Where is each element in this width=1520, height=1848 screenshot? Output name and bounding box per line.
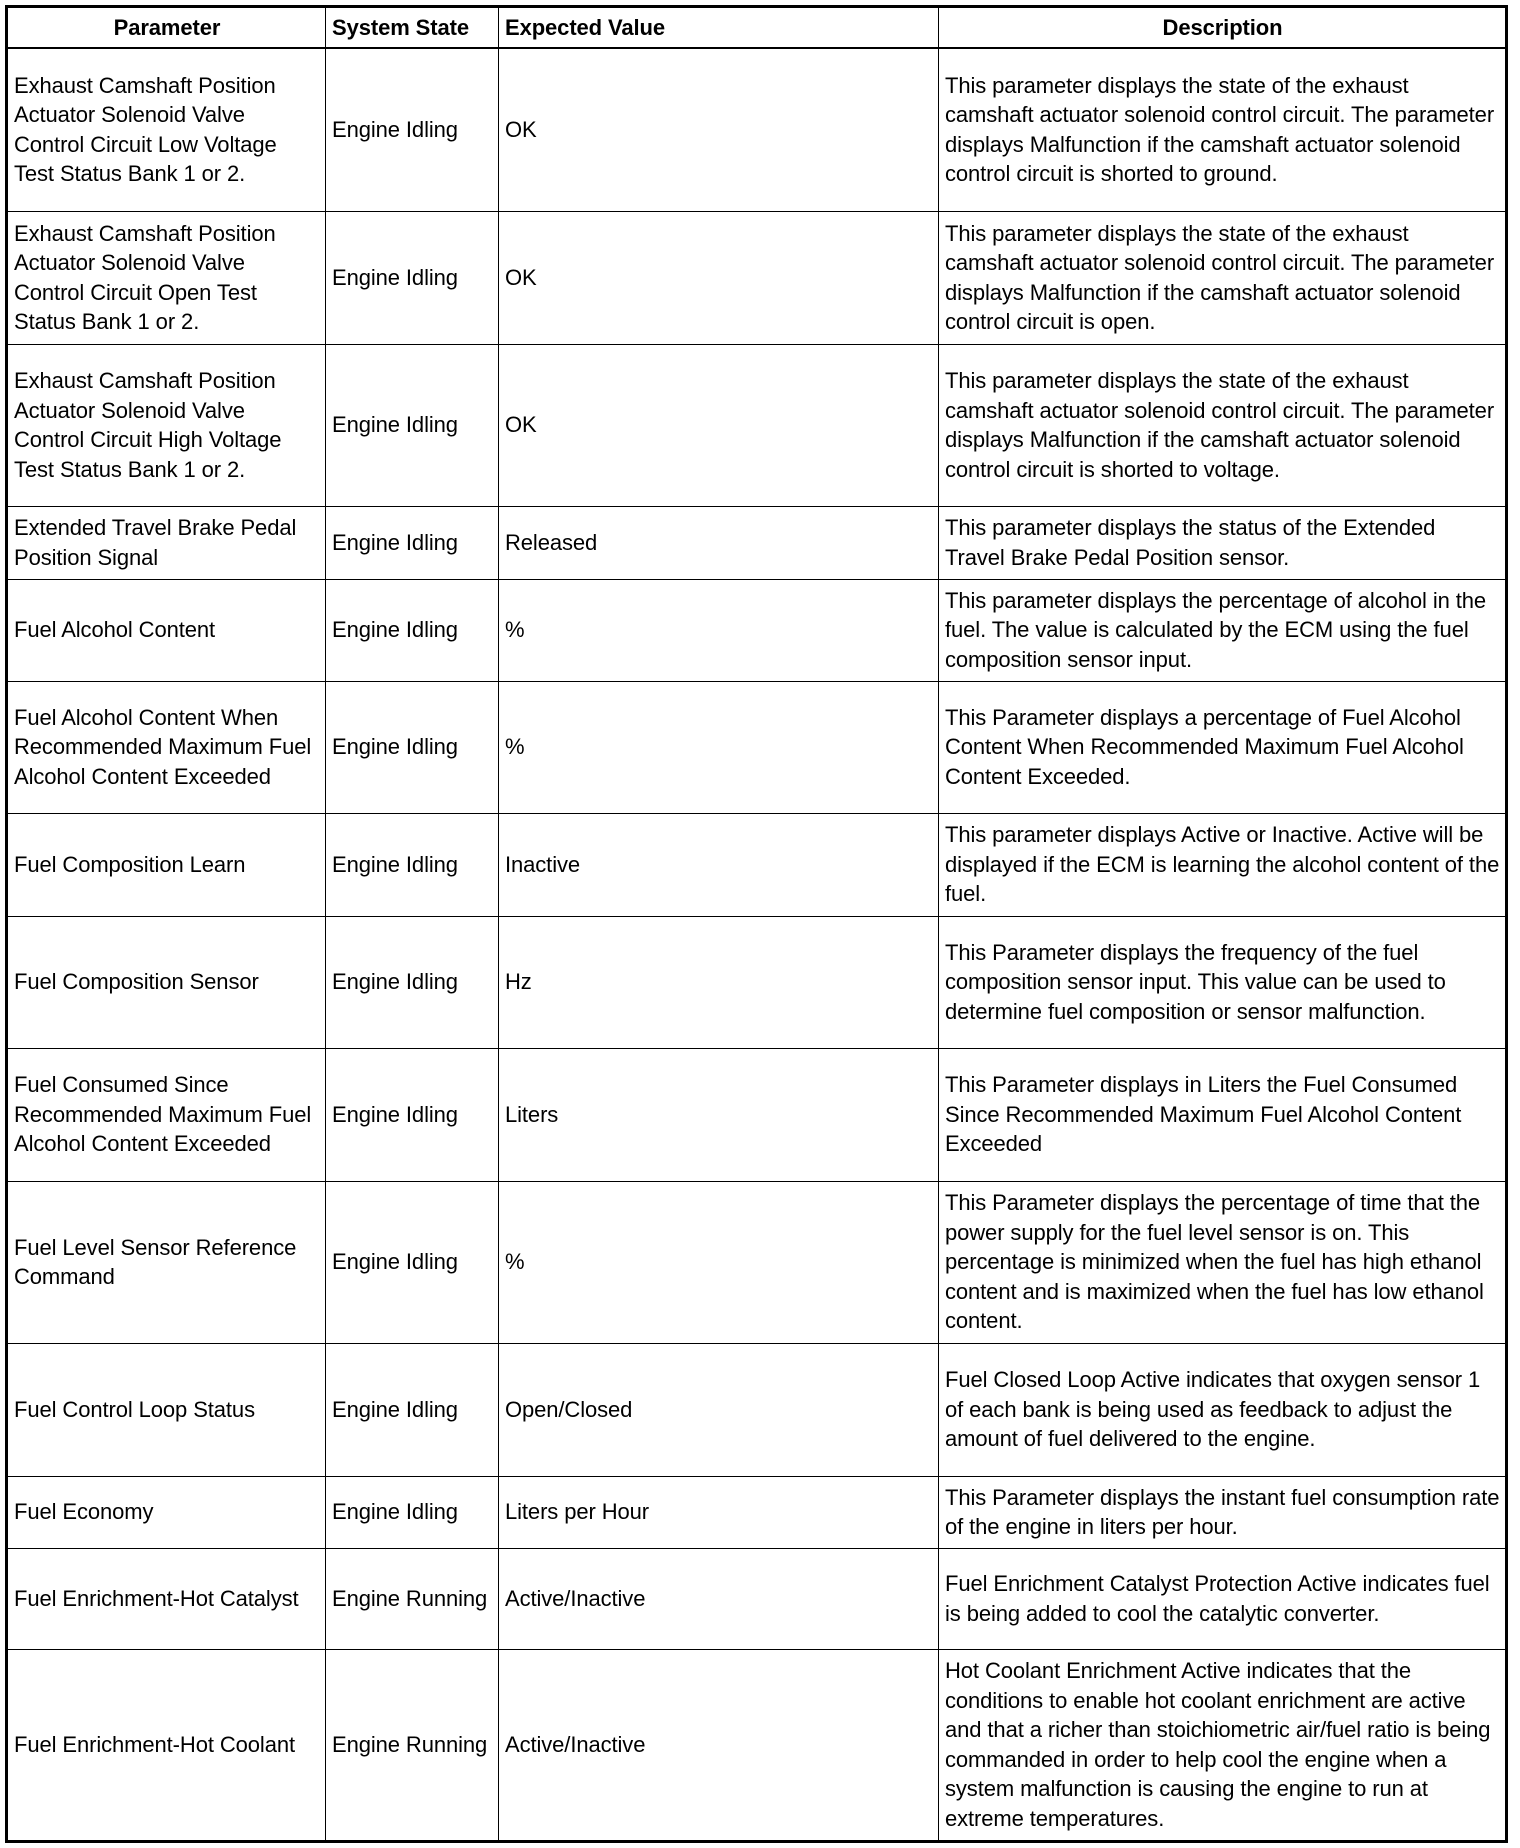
cell-description: This parameter displays the state of the exhaust camshaft actuator solenoid control circuit. The parameter displays Malfunction if the camshaft actuator solenoid control circuit is shorted to voltage. bbox=[939, 344, 1507, 506]
cell-parameter: Fuel Alcohol Content When Recommended Maximum Fuel Alcohol Content Exceeded bbox=[7, 681, 326, 813]
cell-expected-value: % bbox=[499, 579, 939, 681]
cell-system-state: Engine Running bbox=[326, 1548, 499, 1649]
cell-parameter: Exhaust Camshaft Position Actuator Solenoid Valve Control Circuit Low Voltage Test Status Bank 1 or 2. bbox=[7, 48, 326, 211]
cell-expected-value: Released bbox=[499, 506, 939, 579]
header-row bbox=[7, 7, 1507, 49]
parameter-table bbox=[5, 5, 1508, 1843]
cell-parameter: Fuel Economy bbox=[7, 1476, 326, 1548]
cell-system-state: Engine Idling bbox=[326, 681, 499, 813]
header-expected-value: Expected Value bbox=[499, 7, 939, 49]
cell-system-state: Engine Idling bbox=[326, 916, 499, 1048]
table-row bbox=[7, 344, 1507, 506]
cell-description: This parameter displays the status of the Extended Travel Brake Pedal Position sensor. bbox=[939, 506, 1507, 579]
cell-description: Hot Coolant Enrichment Active indicates that the conditions to enable hot coolant enrichment are active and that a richer than stoichiometric air/fuel ratio is being commanded in order to help cool the engine when a system malfunction is causing the engine to run at extreme temperatures. bbox=[939, 1649, 1507, 1841]
table-row bbox=[7, 1343, 1507, 1476]
cell-description: This Parameter displays the frequency of the fuel composition sensor input. This value can be used to determine fuel composition or sensor malfunction. bbox=[939, 916, 1507, 1048]
cell-parameter: Fuel Enrichment-Hot Catalyst bbox=[7, 1548, 326, 1649]
cell-description: This parameter displays the percentage of alcohol in the fuel. The value is calculated by the ECM using the fuel composition sensor input. bbox=[939, 579, 1507, 681]
table-row bbox=[7, 813, 1507, 916]
cell-description: This Parameter displays the instant fuel consumption rate of the engine in liters per hour. bbox=[939, 1476, 1507, 1548]
cell-parameter: Fuel Composition Learn bbox=[7, 813, 326, 916]
cell-expected-value: OK bbox=[499, 48, 939, 211]
cell-expected-value: Open/Closed bbox=[499, 1343, 939, 1476]
cell-system-state: Engine Idling bbox=[326, 1476, 499, 1548]
cell-system-state: Engine Running bbox=[326, 1649, 499, 1841]
cell-expected-value: Hz bbox=[499, 916, 939, 1048]
cell-parameter: Fuel Level Sensor Reference Command bbox=[7, 1181, 326, 1343]
cell-parameter: Extended Travel Brake Pedal Position Signal bbox=[7, 506, 326, 579]
header-description: Description bbox=[939, 7, 1507, 49]
cell-parameter: Exhaust Camshaft Position Actuator Solenoid Valve Control Circuit Open Test Status Bank 1 or 2. bbox=[7, 211, 326, 344]
cell-description: This parameter displays the state of the exhaust camshaft actuator solenoid control circuit. The parameter displays Malfunction if the camshaft actuator solenoid control circuit is open. bbox=[939, 211, 1507, 344]
table-row bbox=[7, 681, 1507, 813]
header-system-state: System State bbox=[326, 7, 499, 49]
cell-parameter: Fuel Control Loop Status bbox=[7, 1343, 326, 1476]
table-row bbox=[7, 1649, 1507, 1841]
cell-parameter: Fuel Enrichment-Hot Coolant bbox=[7, 1649, 326, 1841]
cell-description: Fuel Enrichment Catalyst Protection Active indicates fuel is being added to cool the catalytic converter. bbox=[939, 1548, 1507, 1649]
table-row bbox=[7, 1476, 1507, 1548]
cell-description: This Parameter displays the percentage of time that the power supply for the fuel level sensor is on. This percentage is minimized when the fuel has high ethanol content and is maximized when the fuel has low ethanol content. bbox=[939, 1181, 1507, 1343]
header-parameter: Parameter bbox=[7, 7, 326, 49]
cell-expected-value: OK bbox=[499, 211, 939, 344]
cell-expected-value: OK bbox=[499, 344, 939, 506]
cell-system-state: Engine Idling bbox=[326, 813, 499, 916]
cell-expected-value: Inactive bbox=[499, 813, 939, 916]
cell-expected-value: % bbox=[499, 1181, 939, 1343]
table-row bbox=[7, 579, 1507, 681]
cell-system-state: Engine Idling bbox=[326, 48, 499, 211]
cell-system-state: Engine Idling bbox=[326, 344, 499, 506]
cell-description: This Parameter displays in Liters the Fuel Consumed Since Recommended Maximum Fuel Alcohol Content Exceeded bbox=[939, 1048, 1507, 1181]
cell-expected-value: Active/Inactive bbox=[499, 1548, 939, 1649]
table-row bbox=[7, 1548, 1507, 1649]
cell-description: This parameter displays the state of the exhaust camshaft actuator solenoid control circuit. The parameter displays Malfunction if the camshaft actuator solenoid control circuit is shorted to ground. bbox=[939, 48, 1507, 211]
table-row bbox=[7, 211, 1507, 344]
table-row bbox=[7, 1181, 1507, 1343]
cell-system-state: Engine Idling bbox=[326, 1343, 499, 1476]
cell-system-state: Engine Idling bbox=[326, 506, 499, 579]
cell-expected-value: % bbox=[499, 681, 939, 813]
table-row bbox=[7, 1048, 1507, 1181]
table-row bbox=[7, 48, 1507, 211]
cell-system-state: Engine Idling bbox=[326, 211, 499, 344]
cell-parameter: Fuel Alcohol Content bbox=[7, 579, 326, 681]
cell-system-state: Engine Idling bbox=[326, 1181, 499, 1343]
cell-description: Fuel Closed Loop Active indicates that oxygen sensor 1 of each bank is being used as feedback to adjust the amount of fuel delivered to the engine. bbox=[939, 1343, 1507, 1476]
cell-system-state: Engine Idling bbox=[326, 579, 499, 681]
cell-system-state: Engine Idling bbox=[326, 1048, 499, 1181]
cell-parameter: Exhaust Camshaft Position Actuator Solenoid Valve Control Circuit High Voltage Test Status Bank 1 or 2. bbox=[7, 344, 326, 506]
cell-description: This parameter displays Active or Inactive. Active will be displayed if the ECM is learning the alcohol content of the fuel. bbox=[939, 813, 1507, 916]
cell-parameter: Fuel Composition Sensor bbox=[7, 916, 326, 1048]
cell-description: This Parameter displays a percentage of Fuel Alcohol Content When Recommended Maximum Fuel Alcohol Content Exceeded. bbox=[939, 681, 1507, 813]
cell-parameter: Fuel Consumed Since Recommended Maximum Fuel Alcohol Content Exceeded bbox=[7, 1048, 326, 1181]
table-row bbox=[7, 506, 1507, 579]
cell-expected-value: Active/Inactive bbox=[499, 1649, 939, 1841]
cell-expected-value: Liters bbox=[499, 1048, 939, 1181]
cell-expected-value: Liters per Hour bbox=[499, 1476, 939, 1548]
table-row bbox=[7, 916, 1507, 1048]
